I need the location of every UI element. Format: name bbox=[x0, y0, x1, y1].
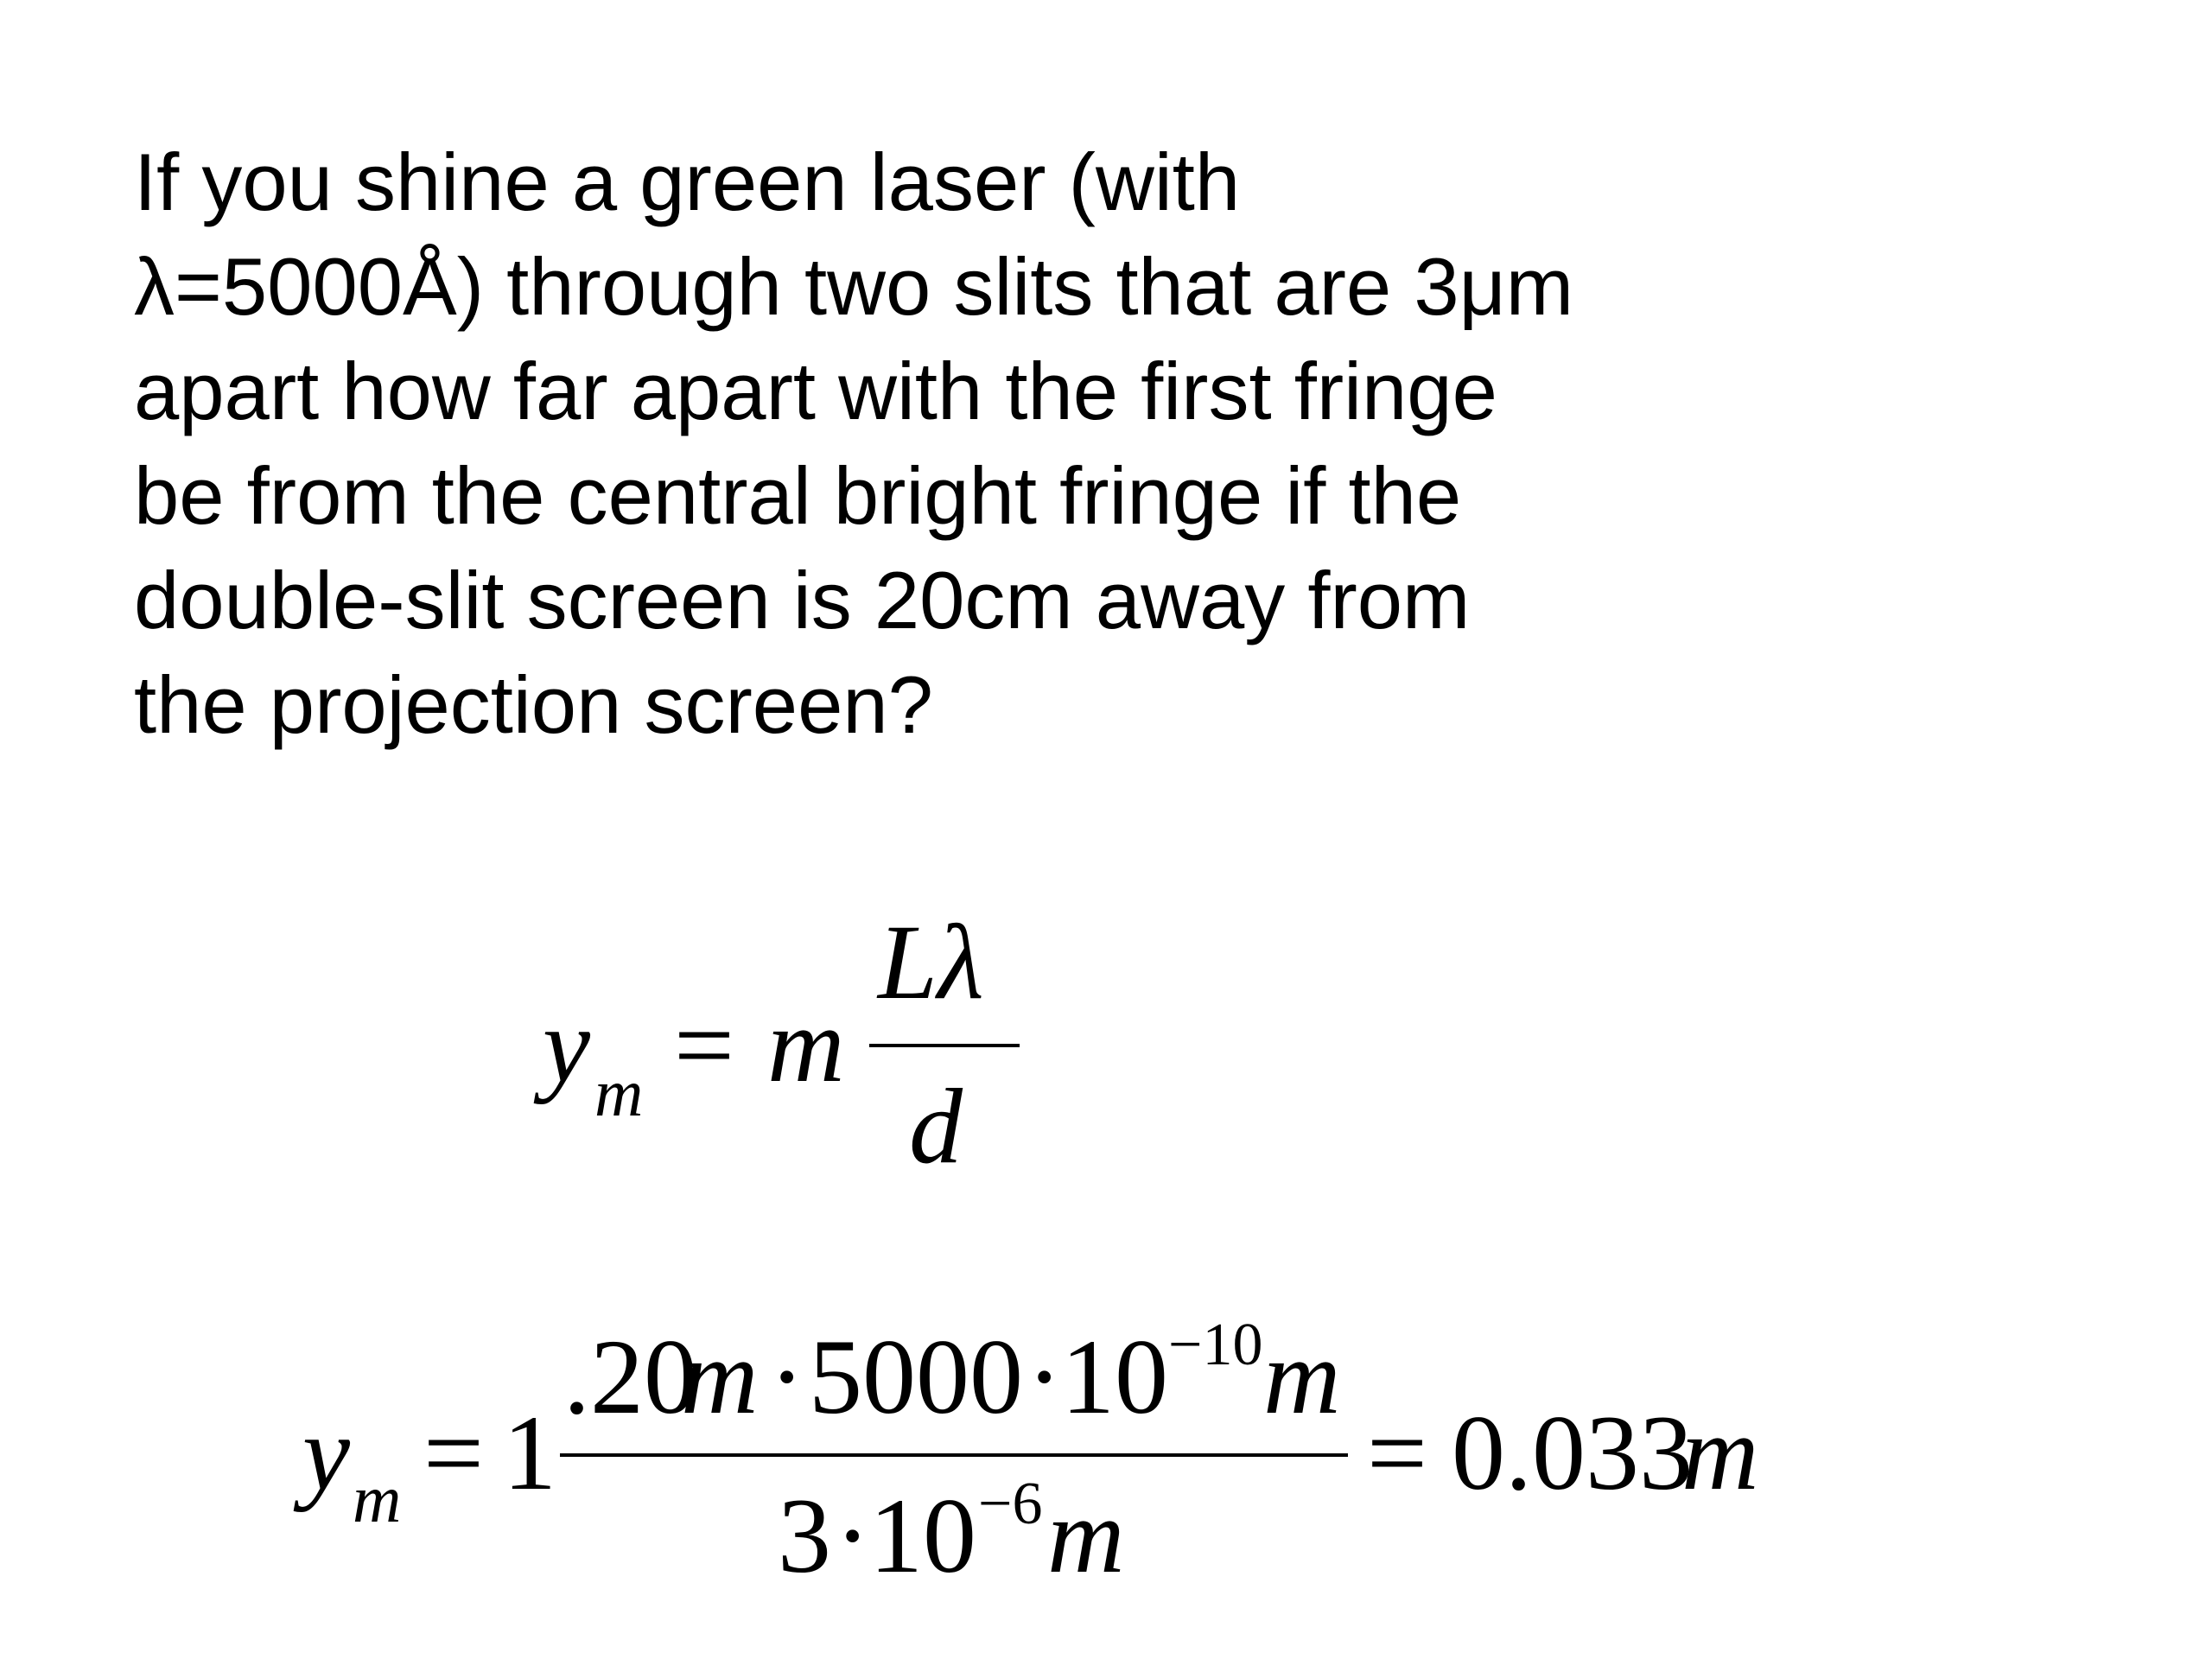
problem-line: apart how far apart with the first fringe bbox=[134, 346, 1497, 436]
calc-denominator-spacing: 3 bbox=[778, 1477, 831, 1595]
calc-fraction-bar bbox=[560, 1453, 1348, 1457]
formula-denominator: d bbox=[909, 1067, 963, 1185]
calc-lhs-subscript: m bbox=[353, 1461, 402, 1536]
calc-numerator-base: 10 bbox=[1061, 1318, 1168, 1436]
formula-numerator: Lλ bbox=[878, 903, 984, 1021]
calc-numerator-dot: · bbox=[1027, 1318, 1063, 1436]
problem-line: double-slit screen is 20cm away from bbox=[134, 555, 1471, 645]
calc-numerator-dot: · bbox=[769, 1318, 805, 1436]
problem-statement bbox=[134, 130, 1573, 757]
calc-numerator-exponent: −10 bbox=[1168, 1312, 1263, 1378]
calc-result-equals: = bbox=[1367, 1394, 1427, 1512]
problem-line: the projection screen? bbox=[134, 659, 933, 750]
formula-fraction-bar bbox=[869, 1044, 1020, 1047]
calc-denominator-dot: · bbox=[835, 1477, 871, 1595]
formula-equals: = bbox=[674, 986, 734, 1104]
calc-numerator-unit: m bbox=[1263, 1318, 1341, 1436]
calc-numerator-unit: m bbox=[681, 1318, 759, 1436]
formula-lhs-subscript: m bbox=[594, 1055, 644, 1130]
problem-line: If you shine a green laser (with bbox=[134, 137, 1241, 227]
problem-line: be from the central bright fringe if the bbox=[134, 450, 1462, 541]
formula-coefficient: m bbox=[767, 986, 845, 1104]
calc-coefficient: 1 bbox=[503, 1394, 556, 1512]
calc-result-value: 0.033 bbox=[1452, 1394, 1693, 1512]
calc-result-unit: m bbox=[1681, 1394, 1759, 1512]
calc-equals: = bbox=[423, 1394, 484, 1512]
calc-denominator-base: 10 bbox=[869, 1477, 976, 1595]
calc-denominator-exponent: −6 bbox=[978, 1471, 1043, 1537]
calc-numerator-wavelength: 5000 bbox=[809, 1318, 1023, 1436]
calc-lhs-var: y bbox=[302, 1394, 351, 1512]
formula-lhs-var: y bbox=[543, 986, 591, 1104]
calc-denominator-unit: m bbox=[1047, 1477, 1125, 1595]
problem-line: λ=5000Å) through two slits that are 3μm bbox=[134, 241, 1574, 332]
calc-numerator-distance: .20 bbox=[563, 1318, 697, 1436]
